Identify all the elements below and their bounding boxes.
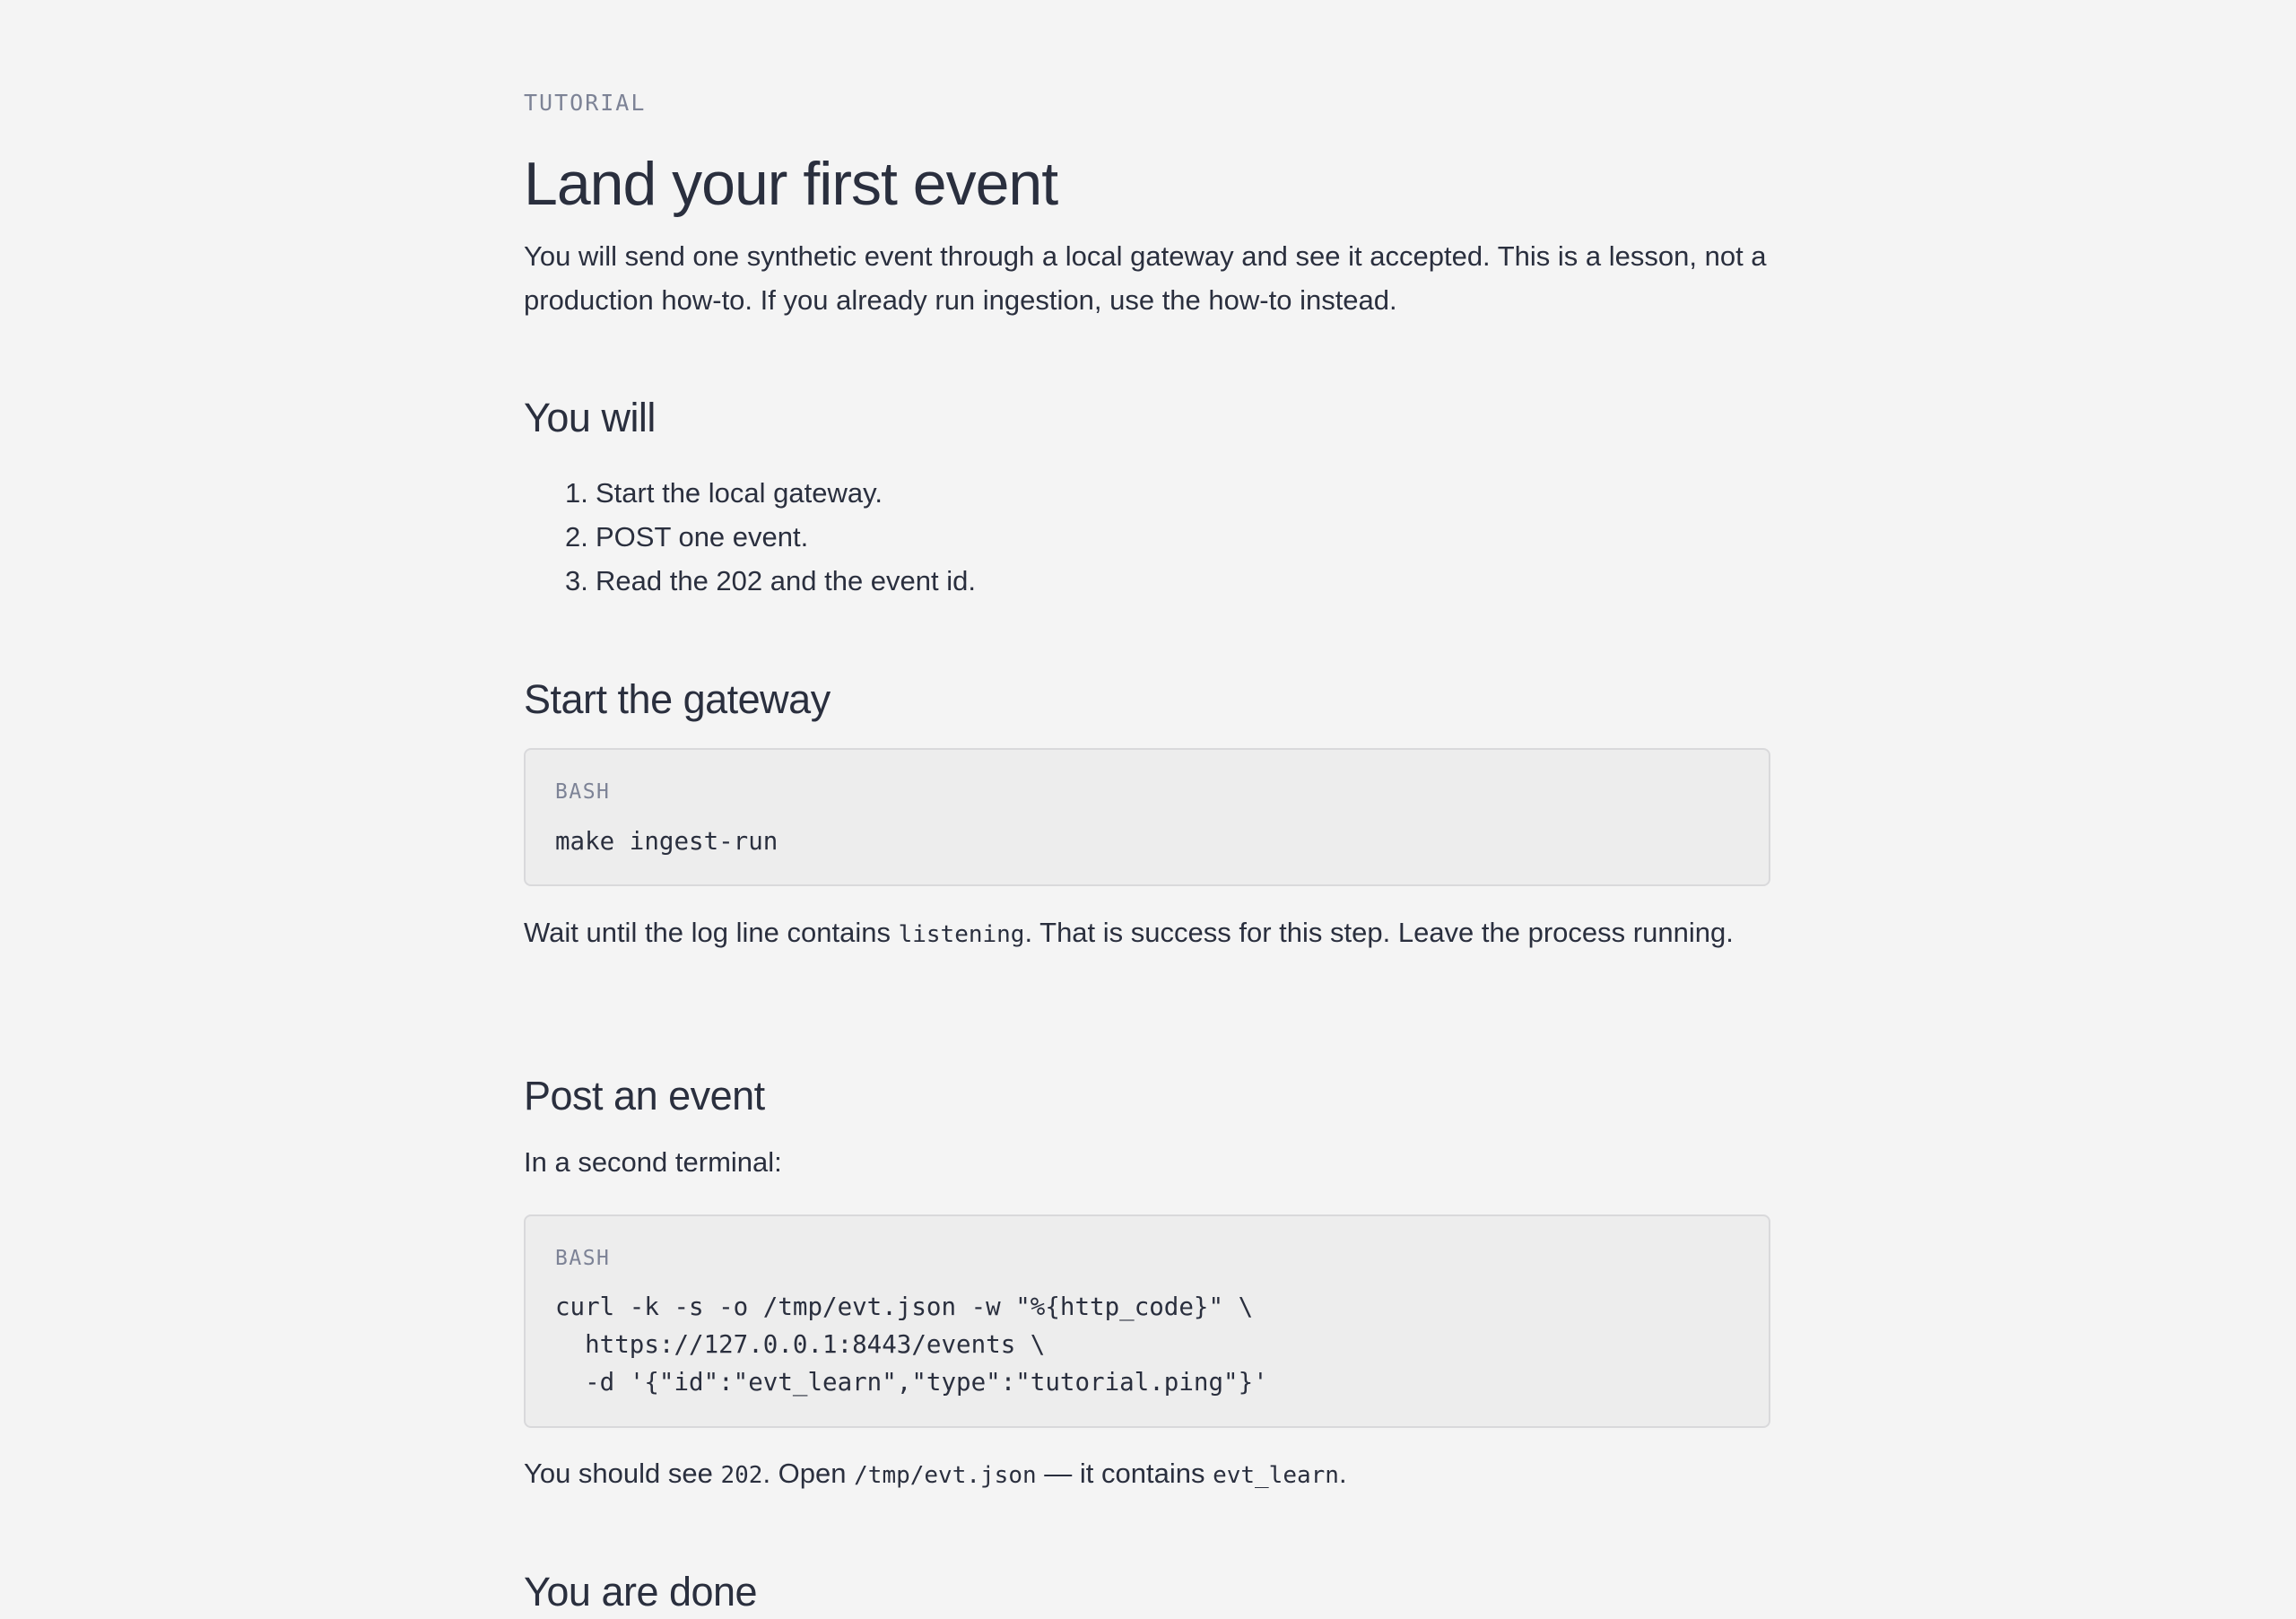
inline-code: 202 bbox=[720, 1462, 763, 1489]
inline-code: listening bbox=[898, 921, 1025, 948]
list-item-text: Read the 202 and the event id. bbox=[596, 565, 976, 596]
list-item-number: 3. bbox=[565, 565, 588, 596]
result-text: . Open bbox=[762, 1458, 855, 1489]
inline-code: /tmp/evt.json bbox=[854, 1462, 1037, 1489]
list-item bbox=[565, 559, 976, 603]
list-item bbox=[565, 515, 976, 559]
list-item bbox=[565, 471, 976, 515]
result-text: You should see bbox=[524, 1458, 721, 1489]
note-text: Wait until the log line contains bbox=[524, 917, 899, 948]
result-text: . bbox=[1338, 1458, 1347, 1489]
eyebrow-label: TUTORIAL bbox=[524, 90, 647, 116]
inline-code: evt_learn bbox=[1213, 1462, 1339, 1489]
code-block-post-event[interactable] bbox=[524, 1214, 1770, 1428]
result-text: — it contains bbox=[1036, 1458, 1213, 1489]
start-gateway-note bbox=[524, 910, 1772, 957]
code-language-label: BASH bbox=[555, 1247, 611, 1270]
list-item-text: Start the local gateway. bbox=[596, 477, 883, 509]
list-item-number: 1. bbox=[565, 477, 588, 509]
post-event-lead: In a second terminal: bbox=[524, 1146, 782, 1178]
code-content[interactable]: curl -k -s -o /tmp/evt.json -w "%{http_code}" \ https://127.0.0.1:8443/events \ -d '{"id":"evt_learn","type":"tutorial.ping"}' bbox=[555, 1293, 1268, 1397]
note-text: . That is success for this step. Leave the process running. bbox=[1024, 917, 1734, 948]
page-title: Land your first event bbox=[524, 150, 1058, 218]
steps-list bbox=[524, 471, 976, 603]
section-heading-post-event: Post an event bbox=[524, 1073, 765, 1119]
list-item-text: POST one event. bbox=[596, 521, 809, 553]
code-block-start-gateway[interactable] bbox=[524, 748, 1770, 886]
list-item-number: 2. bbox=[565, 521, 588, 553]
section-heading-you-will: You will bbox=[524, 395, 656, 440]
code-language-label: BASH bbox=[555, 780, 611, 804]
post-event-result bbox=[524, 1451, 1347, 1498]
section-heading-start-gateway: Start the gateway bbox=[524, 676, 831, 722]
intro-paragraph: You will send one synthetic event through a local gateway and see it accepted. This is a lesson, not a production how-to. If you already run ingestion, use the how-to instead. bbox=[524, 240, 1767, 316]
code-content[interactable]: make ingest-run bbox=[555, 827, 778, 856]
section-heading-done: You are done bbox=[524, 1569, 758, 1615]
